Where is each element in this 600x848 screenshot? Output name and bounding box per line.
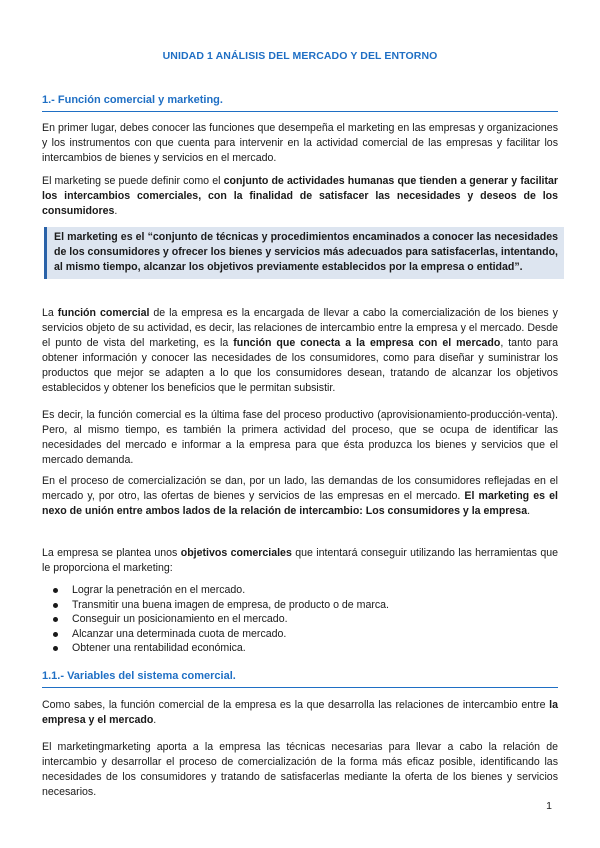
paragraph-intro: En primer lugar, debes conocer las funciones que desempeña el marketing en las empresas y organizaciones y los instrumentos con que cuenta para intervenir en la actividad comercial de las empresas y facilitar los intercambios de bienes y servicios en el mercado.: [42, 122, 558, 164]
text-run: de la empresa es la encargada de llevar a cabo la comercialización de los bienes y servicios objeto de su actividad, es decir, las relaciones de intercambio entre la empresa y el mercado. Desde el punto de vista del marketing, es la: [42, 307, 558, 349]
bullet-icon: [53, 617, 58, 622]
section-heading-1-1: 1.1.- Variables del sistema comercial.: [42, 670, 558, 688]
text-run: que intentará conseguir utilizando las herramientas que le proporciona el marketing:: [42, 547, 558, 574]
paragraph-commercial-function: [42, 306, 558, 396]
page-number: 1: [546, 800, 552, 812]
bullet-icon: [53, 588, 58, 593]
bold-text: función comercial: [57, 307, 150, 319]
list-item: [42, 641, 558, 656]
bullet-icon: [53, 603, 58, 608]
text-run: .: [527, 505, 531, 517]
text-run: Como sabes, la función comercial de la empresa es la que desarrolla las relaciones de intercambio entre: [42, 699, 550, 711]
text-run: En el proceso de comercialización se dan, por un lado, las demandas de los consumidores reflejadas en el mercado y, por otro, las ofertas de bienes y servicios de las empresas en el mercado.: [42, 475, 558, 502]
paragraph-productive-process: Es decir, la función comercial es la última fase del proceso productivo (aprovisionamiento-producción-venta). Pero, al mismo tiempo, es también la primera actividad del proceso, que se ocupa de identificar las necesidades del mercado e informar a la empresa para que ésta produzca los bienes y servicios que el mercado demanda.: [42, 409, 558, 466]
bullet-icon: [53, 646, 58, 651]
list-item: [42, 598, 558, 613]
bold-text: conjunto de actividades humanas que tienden a generar y facilitar los intercambios comerciales, con la finalidad de satisfacer las necesidades y deseos de los consumidores: [42, 175, 559, 217]
bold-text: objetivos comerciales: [180, 547, 292, 559]
bold-text: la empresa y el mercado: [42, 699, 558, 726]
paragraph-marketing-techniques: El marketingmarketing aporta a la empresa las técnicas necesarias para llevar a cabo la relación de intercambio y desarrollar el proceso de comercialización de la forma más eficaz posible, identificando las necesidades de los consumidores y tratando de satisfacerlas mediante la oferta de los bienes y servicios necesarios.: [42, 741, 558, 798]
list-item-text: Lograr la penetración en el mercado.: [72, 584, 246, 596]
list-item-text: Conseguir un posicionamiento en el mercado.: [72, 613, 288, 626]
paragraph-objectives: [42, 546, 558, 576]
list-item: [42, 627, 558, 642]
paragraph-definition: [42, 174, 558, 219]
paragraph-exchange: [42, 474, 558, 519]
bold-text: El marketing es el nexo de unión entre ambos lados de la relación de intercambio: Los consumidores y la empresa: [42, 490, 558, 517]
objectives-list: [42, 583, 558, 656]
text-run: La: [42, 307, 58, 319]
list-item-text: Obtener una rentabilidad económica.: [72, 642, 246, 655]
paragraph-exchange-relations: [42, 698, 558, 728]
unit-title: UNIDAD 1 ANÁLISIS DEL MERCADO Y DEL ENTORNO: [162, 50, 438, 62]
definition-quote-box: El marketing es el “conjunto de técnicas y procedimientos encaminados a conocer las necesidades de los consumidores y ofrecer los bienes y servicios más adecuados para satisfacerlas, intentando, al mismo tiempo, alcanzar los objetivos previamente establecidos por la empresa o entidad”.: [44, 227, 564, 279]
text-run: .: [114, 205, 118, 217]
list-item-text: Transmitir una buena imagen de empresa, de producto o de marca.: [72, 598, 390, 611]
text-run: .: [153, 714, 157, 726]
bullet-icon: [53, 632, 58, 637]
section-heading-1: 1.- Función comercial y marketing.: [42, 94, 558, 112]
bold-text: función que conecta a la empresa con el mercado: [233, 337, 501, 349]
list-item: [42, 612, 558, 627]
text-run: El marketing se puede definir como el: [42, 175, 224, 187]
text-run: , tanto para obtener información y conocer las necesidades de los consumidores, como para diseñar y suministrar los productos que mejor se adapten a lo que los consumidores desean, tratando de alcanzar los objetivos establecidos y obtener los beneficios que le permitan subsistir.: [42, 337, 558, 394]
list-item: [42, 583, 558, 598]
text-run: La empresa se plantea unos: [42, 547, 181, 559]
list-item-text: Alcanzar una determinada cuota de mercado.: [72, 627, 287, 640]
